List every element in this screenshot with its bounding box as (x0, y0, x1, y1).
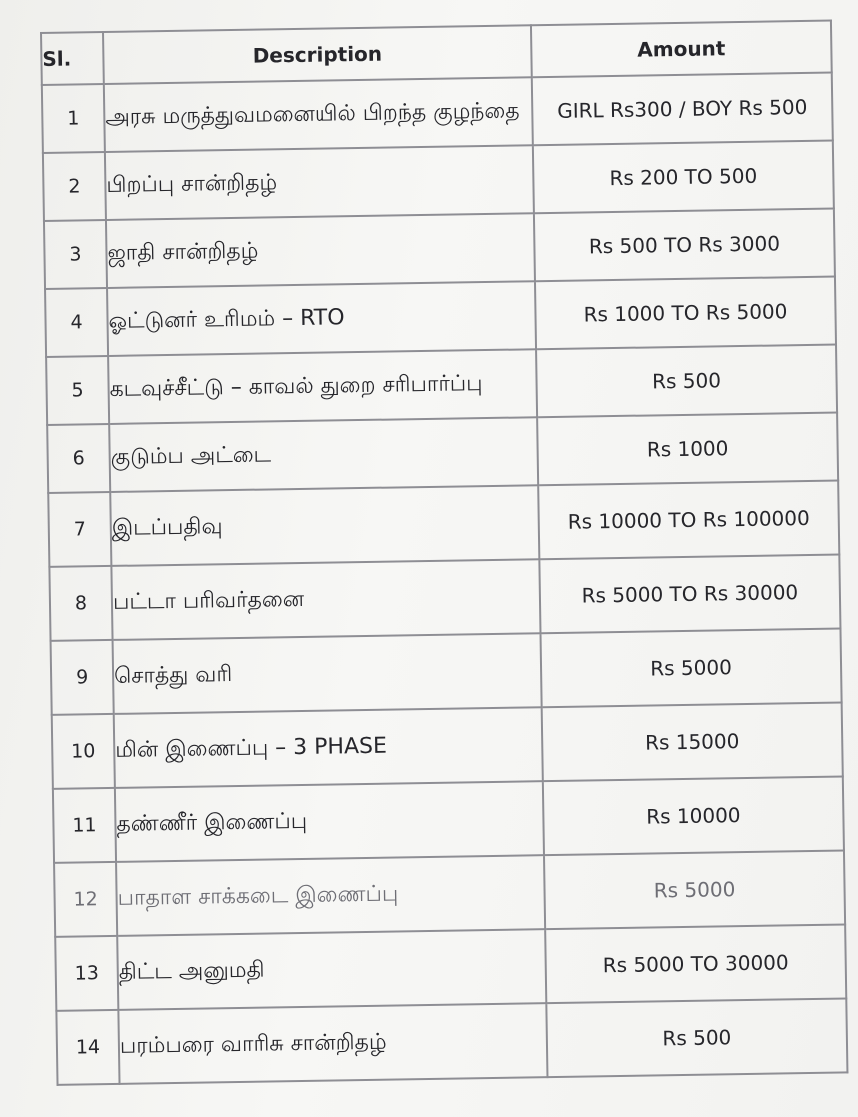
row-description: திட்ட அனுமதி (117, 929, 546, 1010)
fee-table (40, 20, 848, 1086)
row-amount: Rs 200 TO 500 (533, 141, 834, 214)
table-row (42, 73, 833, 153)
table-row (49, 555, 840, 641)
row-description: குடும்ப அட்டை (109, 417, 538, 492)
table-row (55, 924, 846, 1010)
row-description: ஜாதி சான்றிதழ் (106, 213, 535, 288)
row-amount: GIRL Rs300 / BOY Rs 500 (532, 73, 833, 146)
table-row (51, 629, 842, 715)
row-sl: 3 (44, 220, 107, 289)
row-sl: 9 (51, 640, 114, 715)
table-row (52, 702, 843, 788)
table-row (54, 850, 845, 936)
row-description: பரம்பரை வாரிசு சான்றிதழ் (118, 1003, 547, 1084)
row-amount: Rs 10000 TO Rs 100000 (538, 481, 839, 560)
row-description: மின் இணைப்பு – 3 PHASE (114, 707, 543, 788)
row-amount: Rs 15000 (542, 702, 843, 781)
row-description: பிறப்பு சான்றிதழ் (105, 145, 534, 220)
table-row (56, 998, 847, 1084)
row-amount: Rs 5000 (544, 850, 845, 929)
row-amount: Rs 10000 (543, 776, 844, 855)
row-amount: Rs 500 TO Rs 3000 (534, 209, 835, 282)
table-row (44, 209, 835, 289)
row-sl: 14 (56, 1010, 119, 1085)
row-description: அரசு மருத்துவமனையில் பிறந்த குழந்தை (104, 77, 533, 152)
header-amount: Amount (531, 21, 832, 78)
table-row (48, 481, 839, 567)
row-description: ஓட்டுனர் உரிமம் – RTO (107, 281, 536, 356)
row-sl: 4 (45, 288, 108, 357)
row-sl: 10 (52, 714, 115, 789)
row-sl: 2 (43, 152, 106, 221)
fee-document (40, 20, 846, 1086)
row-amount: Rs 1000 (537, 413, 838, 486)
row-sl: 6 (47, 424, 110, 493)
row-sl: 12 (54, 862, 117, 937)
row-amount: Rs 5000 TO 30000 (545, 924, 846, 1003)
table-row (47, 413, 838, 493)
row-amount: Rs 500 (536, 345, 837, 418)
row-sl: 7 (48, 492, 111, 567)
row-sl: 11 (53, 788, 116, 863)
row-sl: 13 (55, 936, 118, 1011)
row-description: இடப்பதிவு (110, 485, 539, 566)
table-row (43, 141, 834, 221)
header-sl: Sl. (41, 32, 104, 85)
header-description: Description (103, 25, 532, 84)
row-amount: Rs 1000 TO Rs 5000 (535, 277, 836, 350)
table-row (45, 277, 836, 357)
table-row (46, 345, 837, 425)
row-amount: Rs 5000 TO Rs 30000 (539, 555, 840, 634)
row-amount: Rs 500 (546, 998, 847, 1077)
row-description: தண்ணீர் இணைப்பு (115, 781, 544, 862)
row-amount: Rs 5000 (541, 629, 842, 708)
row-description: பட்டா பரிவர்தனை (111, 559, 540, 640)
row-sl: 1 (42, 84, 105, 153)
row-description: கடவுச்சீட்டு – காவல் துறை சரிபார்ப்பு (108, 349, 537, 424)
row-sl: 5 (46, 356, 109, 425)
row-description: சொத்து வரி (113, 633, 542, 714)
row-description: பாதாள சாக்கடை இணைப்பு (116, 855, 545, 936)
table-row (53, 776, 844, 862)
row-sl: 8 (49, 566, 112, 641)
